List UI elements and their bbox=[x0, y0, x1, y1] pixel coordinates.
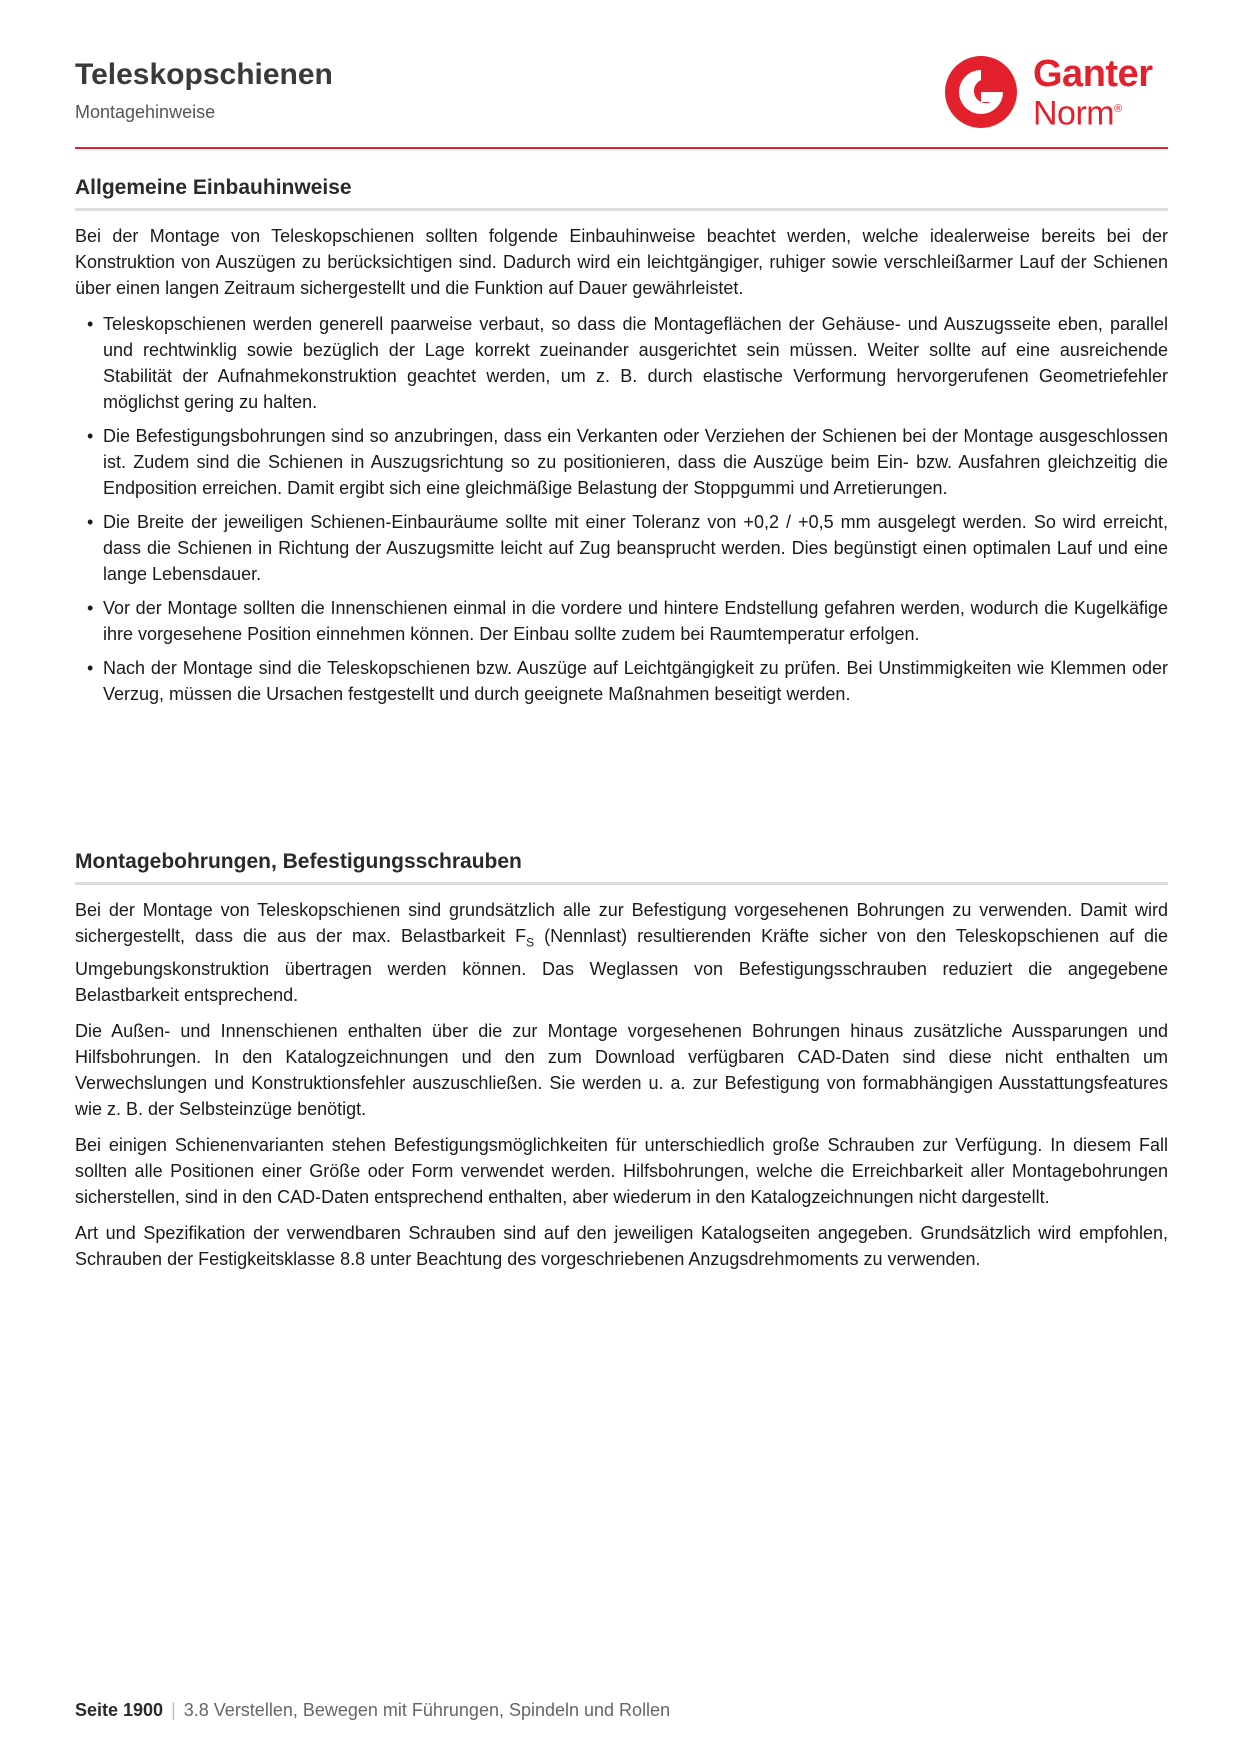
page-number: Seite 1900 bbox=[75, 1700, 164, 1720]
section-title: Montagebohrungen, Befestigungsschrauben bbox=[75, 850, 1168, 885]
registered-mark: ® bbox=[1114, 103, 1122, 115]
section-intro: Bei der Montage von Teleskopschienen sollten folgende Einbauhinweise beachtet werden, welche idealerweise bereits bei der Konstruktion von Auszügen zu berücksichtigen sind. Dadurch wird ein leichtgängiger, ruhiger sowie verschleißarmer Lauf der Schienen über einen langen Zeitraum sichergestellt und die Funktion auf Dauer gewährleistet. bbox=[75, 226, 1168, 298]
list-item: • Teleskopschienen werden generell paarweise verbaut, so dass die Montageflächen der Gehäuse- und Auszugsseite eben, parallel und rechtwinklig sowie bezüglich der Lage korrekt zueinander ausgerichtet sein müssen. Weiter sollte auf eine ausreichende Stabilität der Aufnahmekonstruktion geachtet werden, um z. B. durch elastische Verformung hervorgerufenen Geometriefehler möglichst gering zu halten. bbox=[87, 314, 1168, 412]
section-mounting bbox=[75, 850, 1168, 1282]
paragraph: Die Außen- und Innenschienen enthalten über die zur Montage vorgesehenen Bohrungen hinaus zusätzliche Aussparungen und Hilfsbohrungen. In den Katalogzeichnungen und den zum Download verfügbaren CAD-Daten sind diese nicht enthalten um Verwechslungen und Konstruktionsfehler auszuschließen. Sie werden u. a. zur Befestigung von formabhängigen Ausstattungsfeatures wie z. B. der Selbsteinzüge benötigt. bbox=[75, 1020, 1168, 1119]
ganter-logo-icon bbox=[945, 56, 1017, 128]
list-item: • Die Befestigungsbohrungen sind so anzubringen, dass ein Verkanten oder Verziehen der Schienen bei der Montage ausgeschlossen ist. Zudem sind die Schienen in Auszugsrichtung so zu positionieren, dass die Auszüge beim Ein- bzw. Ausfahren gleichzeitig die Endposition erreichen. Damit ergibt sich eine gleichmäßige Belastung der Stoppgummi und Arretierungen. bbox=[87, 426, 1168, 498]
paragraph: Art und Spezifikation der verwendbaren Schrauben sind auf den jeweiligen Katalogseiten angegeben. Grundsätzlich wird empfohlen, Schrauben der Festigkeitsklasse 8.8 unter Beachtung des vorgeschriebenen Anzugsdrehmoments zu verwenden. bbox=[75, 1222, 1168, 1269]
page-title: Teleskopschienen bbox=[75, 58, 333, 91]
list-item: • Vor der Montage sollten die Innenschienen einmal in die vordere und hintere Endstellung gefahren werden, wodurch die Kugelkäfige ihre vorgesehene Position einnehmen können. Der Einbau sollte zudem bei Raumtemperatur erfolgen. bbox=[87, 598, 1168, 644]
list-item: • Die Breite der jeweiligen Schienen-Einbauräume sollte mit einer Toleranz von +0,2 / +0,5 mm ausgelegt werden. So wird erreicht, dass die Schienen in Richtung der Auszugsmitte leicht auf Zug beansprucht werden. Dies begünstigt einen optimalen Lauf und eine lange Lebensdauer. bbox=[87, 512, 1168, 584]
paragraph: Bei der Montage von Teleskopschienen sind grundsätzlich alle zur Befestigung vorgesehenen Bohrungen zu verwenden. Damit wird sichergestellt, dass die aus der max. Belastbarkeit $F_S$ (Nennlast) resultierenden Kräfte sicher von den Teleskopschienen auf die Umgebungskonstruktion übertragen werden können. Das Weglassen von Befestigungsschrauben reduziert die angegebene Belastbarkeit entsprechend. bbox=[75, 900, 1168, 1005]
bullet-list bbox=[75, 311, 1168, 707]
ganter-norm-logo bbox=[945, 52, 1170, 132]
list-item: • Nach der Montage sind die Teleskopschienen bzw. Auszüge auf Leichtgängigkeit zu prüfen. Bei Unstimmigkeiten wie Klemmen oder Verzug, müssen die Ursachen festgestellt und durch geeignete Maßnahmen beseitigt werden. bbox=[87, 658, 1168, 704]
section-title: Allgemeine Einbauhinweise bbox=[75, 176, 1168, 211]
page-subtitle: Montagehinweise bbox=[75, 102, 216, 122]
section-general bbox=[75, 176, 1168, 715]
header-divider bbox=[75, 147, 1168, 149]
paragraph: Bei einigen Schienenvarianten stehen Befestigungsmöglichkeiten für unterschiedlich große Schrauben zur Verfügung. In diesem Fall sollten alle Positionen einer Größe oder Form verwendet werden. Hilfsbohrungen, welche die Erreichbarkeit aller Montagebohrungen sicherstellen, sind in den CAD-Daten entsprechend enthalten, aber wiederum in den Katalogzeichnungen nicht dargestellt. bbox=[75, 1134, 1168, 1207]
footer-separator: | bbox=[171, 1700, 176, 1720]
chapter-title: 3.8 Verstellen, Bewegen mit Führungen, Spindeln und Rollen bbox=[183, 1700, 671, 1720]
logo-text-ganter: Ganter bbox=[1033, 53, 1153, 95]
logo-text-norm: Norm® bbox=[1033, 94, 1122, 133]
page-footer bbox=[75, 1700, 670, 1721]
